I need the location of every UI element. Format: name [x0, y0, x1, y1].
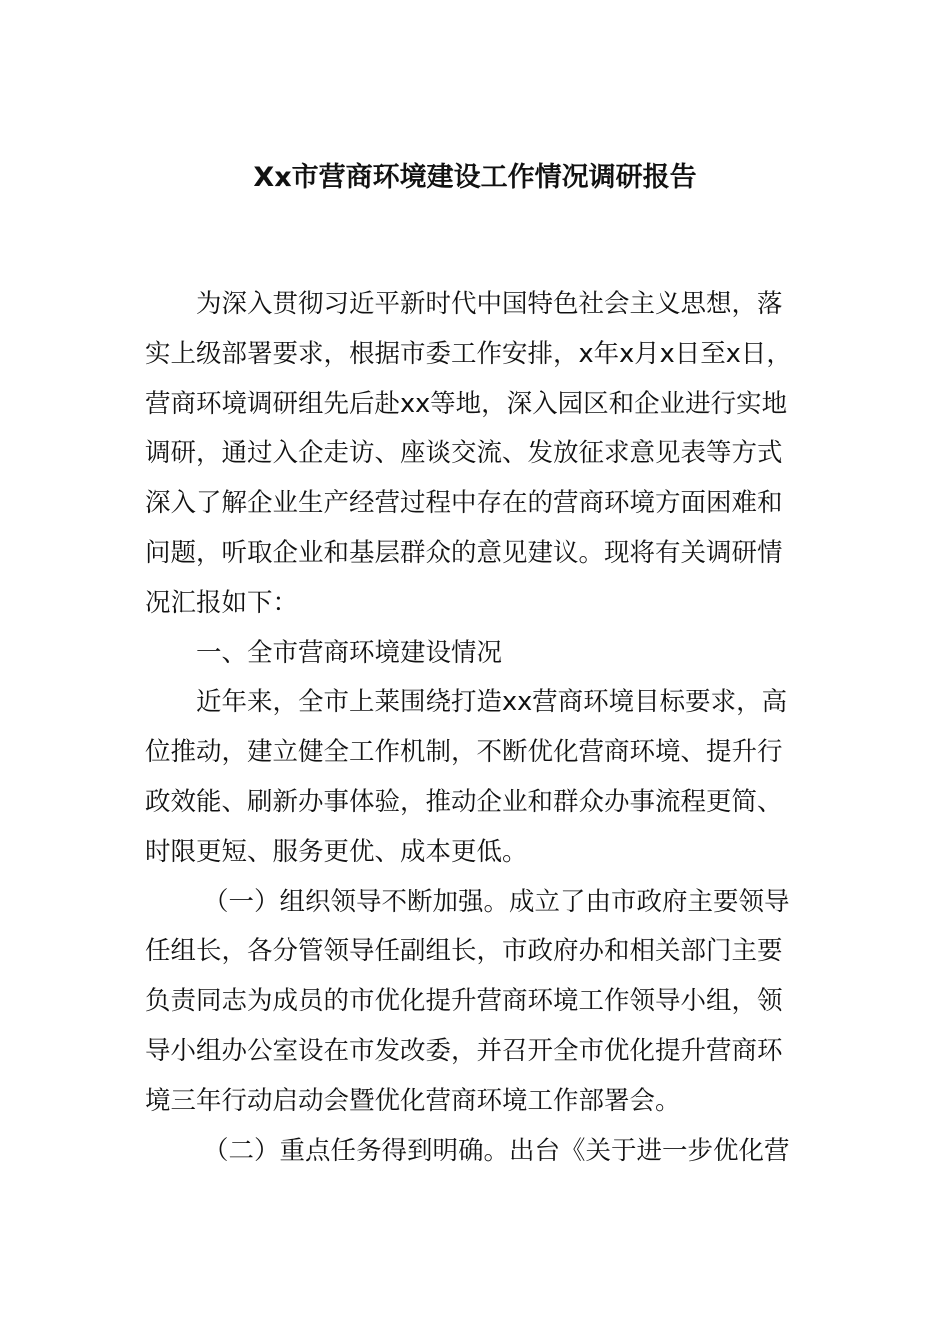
paragraph-line: 问题，听取企业和基层群众的意见建议。现将有关调研情: [145, 537, 783, 568]
document-body: [145, 280, 845, 1176]
document-title: Xx市营商环境建设工作情况调研报告: [253, 162, 697, 193]
paragraph-line: 深入了解企业生产经营过程中存在的营商环境方面困难和: [145, 488, 783, 519]
paragraph-line: 负责同志为成员的市优化提升营商环境工作领导小组，领: [145, 986, 783, 1017]
paragraph-line: 况汇报如下：: [145, 587, 299, 618]
paragraph-line: 实上级部署要求，根据市委工作安排，x年x月x日至x日，: [145, 338, 792, 369]
paragraph-line: 近年来，全市上莱围绕打造xx营商环境目标要求，高: [196, 687, 788, 718]
subsection-line: （一）组织领导不断加强。成立了由市政府主要领导: [203, 886, 790, 917]
paragraph-line: 时限更短、服务更优、成本更低。: [145, 836, 528, 867]
paragraph-line: 营商环境调研组先后赴xx等地，深入园区和企业进行实地: [145, 388, 788, 419]
paragraph-line: 导小组办公室设在市发改委，并召开全市优化提升营商环: [145, 1035, 783, 1066]
paragraph-line: 政效能、刷新办事体验，推动企业和群众办事流程更简、: [145, 786, 783, 817]
paragraph-line: 为深入贯彻习近平新时代中国特色社会主义思想，落: [196, 289, 783, 319]
subsection-line: （二）重点任务得到明确。出台《关于进一步优化营: [203, 1135, 790, 1166]
paragraph-line: 调研，通过入企走访、座谈交流、发放征求意见表等方式: [145, 438, 783, 469]
paragraph-line: 任组长，各分管领导任副组长，市政府办和相关部门主要: [145, 936, 783, 967]
section-heading: 一、全市营商环境建设情况: [196, 637, 503, 668]
paragraph-line: 位推动，建立健全工作机制，不断优化营商环境、提升行: [145, 737, 783, 768]
paragraph-line: 境三年行动启动会暨优化营商环境工作部署会。: [145, 1085, 681, 1116]
